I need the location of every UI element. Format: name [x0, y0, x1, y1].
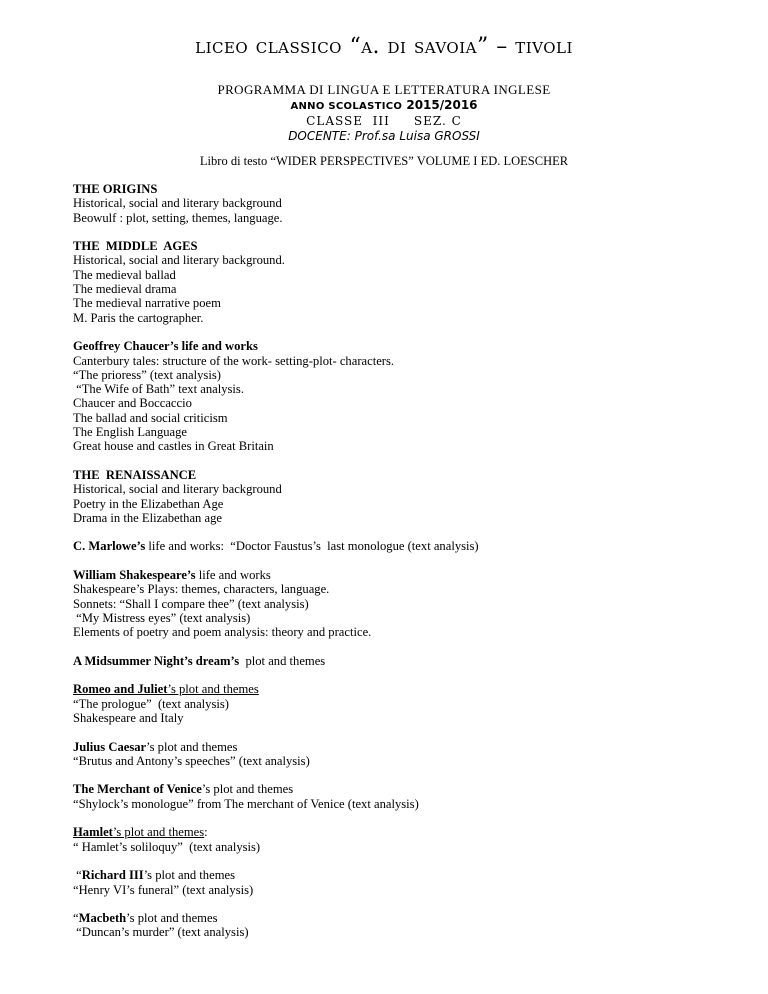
section-heading [73, 682, 713, 696]
play-title: Julius Caesar [73, 739, 147, 754]
play-title: Richard III [81, 868, 144, 883]
list-item: “The Wife of Bath” text analysis. [73, 382, 244, 397]
teacher: DOCENTE: Prof.sa Luisa GROSSI [288, 129, 480, 143]
list-item: Great house and castles in Great Britain [73, 439, 274, 454]
list-item: Elements of poetry and poem analysis: theory and practice. [73, 625, 372, 640]
list-item: “Shylock’s monologue” from The merchant of Venice (text analysis) [73, 796, 419, 811]
list-item: “The prologue” (text analysis) [73, 696, 229, 711]
textbook: Libro di testo “WIDER PERSPECTIVES” VOLUME I ED. LOESCHER [199, 154, 569, 168]
section-title: Geoffrey Chaucer’s life and works [73, 339, 258, 354]
section-heading [73, 539, 713, 553]
heading-rest: plot and themes [239, 653, 326, 668]
section-renaissance [73, 468, 713, 525]
list-item: The medieval ballad [73, 267, 176, 282]
heading-prefix: “ [73, 911, 79, 926]
heading-rest: life and works [195, 568, 271, 583]
list-item: The English Language [73, 425, 188, 440]
section-origins [73, 182, 713, 225]
list-item: The ballad and social criticism [73, 410, 228, 425]
heading-rest: ’s plot and themes [126, 911, 218, 926]
section-title: THE MIDDLE AGES [73, 239, 198, 254]
section-title: THE RENAISSANCE [73, 467, 197, 482]
play-title: A Midsummer Night’s dream’s [73, 653, 240, 668]
section-midsummer [73, 654, 713, 668]
author-name: William Shakespeare’s [73, 568, 196, 583]
list-item: The medieval drama [73, 282, 177, 297]
section-richard [73, 868, 713, 897]
section-macbeth [73, 911, 713, 940]
class-label: CLASSE III SEZ. C [306, 114, 462, 128]
list-item: M. Paris the cartographer. [73, 310, 204, 325]
section-heading [73, 868, 713, 882]
list-item: “Duncan’s murder” (text analysis) [73, 925, 249, 940]
program-content [73, 182, 713, 954]
list-item: Historical, social and literary background [73, 482, 282, 497]
heading-rest: ’s plot and themes [146, 739, 238, 754]
heading-rest: life and works: “Doctor Faustus’s last monologue (text analysis) [145, 539, 479, 554]
school-year-value: 2015/2016 [406, 98, 478, 112]
section-heading [73, 911, 713, 925]
section-hamlet [73, 825, 713, 854]
section-title: THE ORIGINS [73, 182, 158, 196]
section-heading [73, 782, 713, 796]
list-item: Drama in the Elizabethan age [73, 510, 222, 525]
list-item: “ Hamlet’s soliloquy” (text analysis) [73, 839, 261, 854]
school-title: liceo classico “a. di savoia” – tivoli [195, 34, 573, 59]
program-title: PROGRAMMA DI LINGUA E LETTERATURA INGLESE [217, 82, 551, 97]
list-item: “Brutus and Antony’s speeches” (text analysis) [73, 753, 310, 768]
play-title: Romeo and Juliet [73, 682, 168, 697]
play-title: Macbeth [78, 911, 127, 926]
section-heading [73, 654, 713, 668]
school-year [0, 98, 768, 112]
section-middle-ages [73, 239, 713, 325]
list-item: Chaucer and Boccaccio [73, 396, 192, 411]
list-item: “Henry VI’s funeral” (text analysis) [73, 882, 254, 897]
school-year-label: ANNO SCOLASTICO [290, 101, 403, 112]
list-item: The medieval narrative poem [73, 296, 221, 311]
list-item: Shakespeare and Italy [73, 710, 184, 725]
section-shakespeare [73, 568, 713, 639]
heading-rest: ’s plot and themes [167, 682, 259, 697]
author-name: C. Marlowe’s [73, 539, 146, 554]
list-item: Beowulf : plot, setting, themes, language. [73, 210, 283, 225]
list-item: Shakespeare’s Plays: themes, characters, language. [73, 582, 330, 597]
section-heading [73, 740, 713, 754]
list-item: Historical, social and literary background [73, 196, 282, 211]
heading-prefix: “ [73, 868, 82, 883]
section-chaucer [73, 339, 713, 453]
section-merchant [73, 782, 713, 811]
section-marlowe [73, 539, 713, 553]
list-item: Canterbury tales: structure of the work- setting-plot- characters. [73, 353, 395, 368]
play-title: Hamlet [73, 825, 113, 840]
heading-suffix: : [204, 825, 208, 840]
heading-rest: ’s plot and themes [143, 868, 235, 883]
list-item: Sonnets: “Shall I compare thee” (text analysis) [73, 596, 309, 611]
list-item: Historical, social and literary background. [73, 253, 285, 268]
section-heading [73, 568, 713, 582]
play-title: The Merchant of Venice [73, 782, 202, 797]
section-julius [73, 740, 713, 769]
section-romeo [73, 682, 713, 725]
heading-rest: ’s plot and themes [201, 782, 294, 797]
section-heading [73, 825, 713, 839]
list-item: “My Mistress eyes” (text analysis) [73, 610, 251, 625]
list-item: Poetry in the Elizabethan Age [73, 496, 224, 511]
class-section [0, 114, 768, 128]
heading-rest: ’s plot and themes [112, 825, 205, 840]
list-item: “The prioress” (text analysis) [73, 367, 221, 382]
